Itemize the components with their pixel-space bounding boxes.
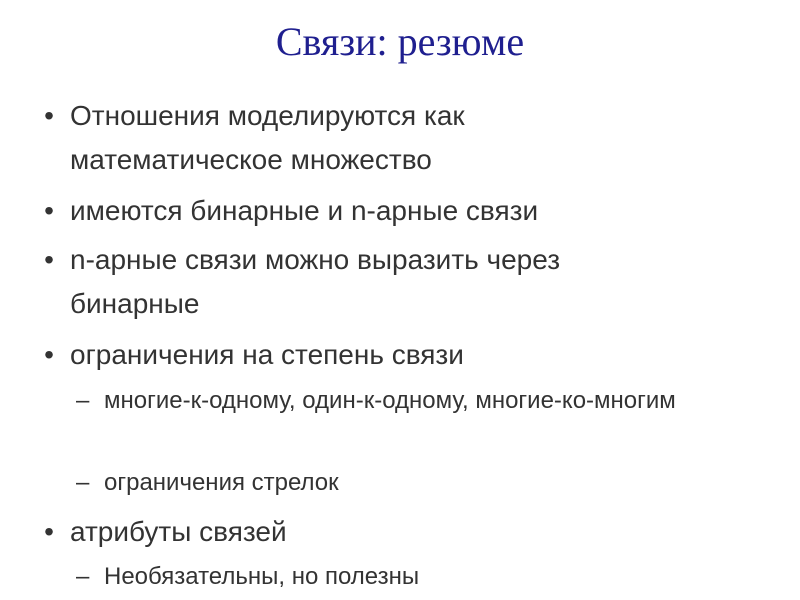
bullet-text: ограничения на степень связи xyxy=(70,339,464,370)
bullet-item-1 xyxy=(40,94,600,182)
bullet-marker: • xyxy=(44,516,54,547)
sub-item-text: Необязательны, но полезны xyxy=(104,563,420,590)
bullet-item-5 xyxy=(40,510,720,554)
dash-marker: – xyxy=(76,563,90,590)
bullet-marker: • xyxy=(44,339,54,370)
bullet-text: атрибуты связей xyxy=(70,516,287,547)
bullet-text: Отношения моделируются как математическое множество xyxy=(70,100,465,175)
bullet-marker: • xyxy=(44,100,54,131)
bullet-text: n-арные связи можно выразить через бинарные xyxy=(70,244,561,319)
slide-title: Связи: резюме xyxy=(275,19,525,64)
sub-item-3 xyxy=(76,558,716,596)
bullet-item-2 xyxy=(40,189,720,233)
bullet-item-3 xyxy=(40,238,680,326)
bullet-marker: • xyxy=(44,195,54,226)
sub-item-2 xyxy=(76,464,716,502)
bullet-item-4 xyxy=(40,333,720,377)
sub-item-text: ограничения стрелок xyxy=(104,469,339,496)
bullet-text: имеются бинарные и n-арные связи xyxy=(70,195,539,226)
sub-item-1 xyxy=(76,382,716,420)
bullet-marker: • xyxy=(44,244,54,275)
dash-marker: – xyxy=(76,387,90,414)
sub-item-text: многие-к-одному, один-к-одному, многие-ко-многим xyxy=(104,387,676,414)
dash-marker: – xyxy=(76,469,90,496)
